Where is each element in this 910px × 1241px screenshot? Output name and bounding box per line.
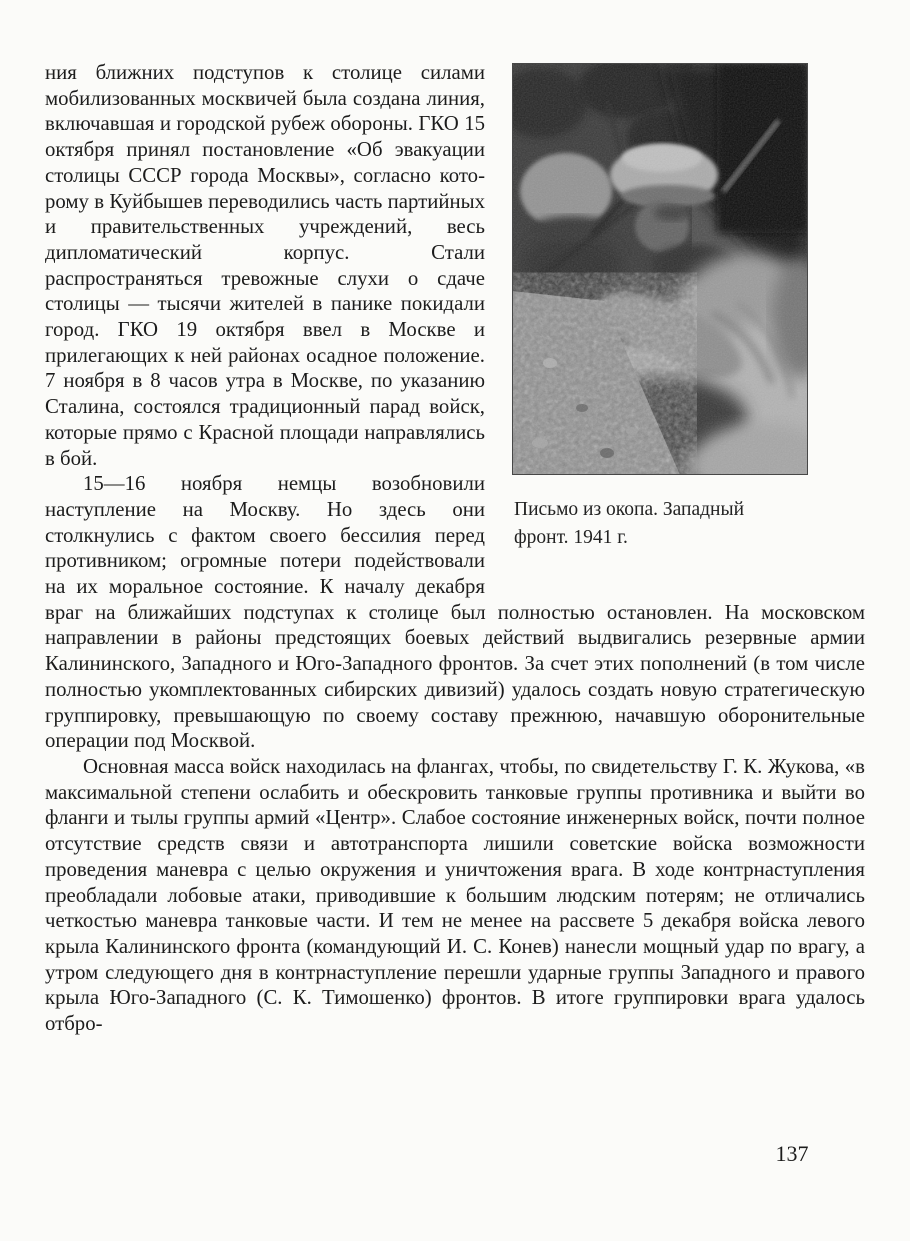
page-content [45, 60, 865, 1037]
page-number: 137 [775, 1141, 809, 1166]
trench-photo-illustration [512, 63, 808, 475]
body-paragraph: ния ближних подступов к столице силами мобилизованных москвичей была создана линия, включавшая и городской рубеж обороны. ГКО 15 октября принял постановление «Об эвакуации столицы СССР города Москвы», согласно которому в Куйбышев переводились часть партийных и правительственных учреждений, весь дипломатический корпус. Стали распространяться тревожные слухи о сдаче столицы — тысячи жителей в панике покидали город. ГКО 19 октября ввел в Москве и прилегающих к ней районах осадное положение. 7 ноября в 8 часов утра в Москве, по указанию Сталина, состоялся традиционный парад войск, которые прямо с Красной площади направлялись в бой. [45, 61, 485, 470]
body-paragraph: 15—16 ноября немцы возобновили наступление на Москву. Но здесь они столкнулись с фактом своего бессилия перед противником; огромные потери подействовали на их моральное состояние. К началу декабря враг на ближайших подступах к столице был полностью остановлен. На московском направлении в районы предстоящих боевых действий выдвигались резервные армии Калининского, Западного и Юго-Западного фронтов. За счет этих пополнений (в том числе полностью укомплектованных сибирских дивизий) удалось создать новую стратегическую группировку, превышающую по своему составу прежнюю, начавшую оборонительные операции под Москвой. [45, 472, 865, 753]
trench-photo [512, 63, 808, 475]
body-paragraph: Основная масса войск находилась на флангах, чтобы, по свидетельству Г. К. Жукова, «в максимальной степени ослабить и обескровить танковые группы противника и выйти во фланги и тылы группы армий «Центр». Слабое состояние инженерных войск, почти полное отсутствие средств связи и автотранспорта лишили советские войска возможности проведения маневра с целью окружения и уничтожения врага. В ходе контрнаступления преобладали лобовые атаки, приводившие к большим людским потерям; не отличались четкостью маневра танковые части. И тем не менее на рассвете 5 декабря войска левого крыла Калининского фронта (командующий И. С. Конев) нанесли мощный удар по врагу, а утром следующего дня в контрнаступление перешли ударные группы Западного и правого крыла Юго-Западного (С. К. Тимошенко) фронтов. В итоге группировки врага удалось отбро- [45, 754, 865, 1036]
photo-block [485, 63, 865, 551]
photo-caption: Письмо из окопа. Западный фронт. 1941 г. [514, 499, 745, 548]
